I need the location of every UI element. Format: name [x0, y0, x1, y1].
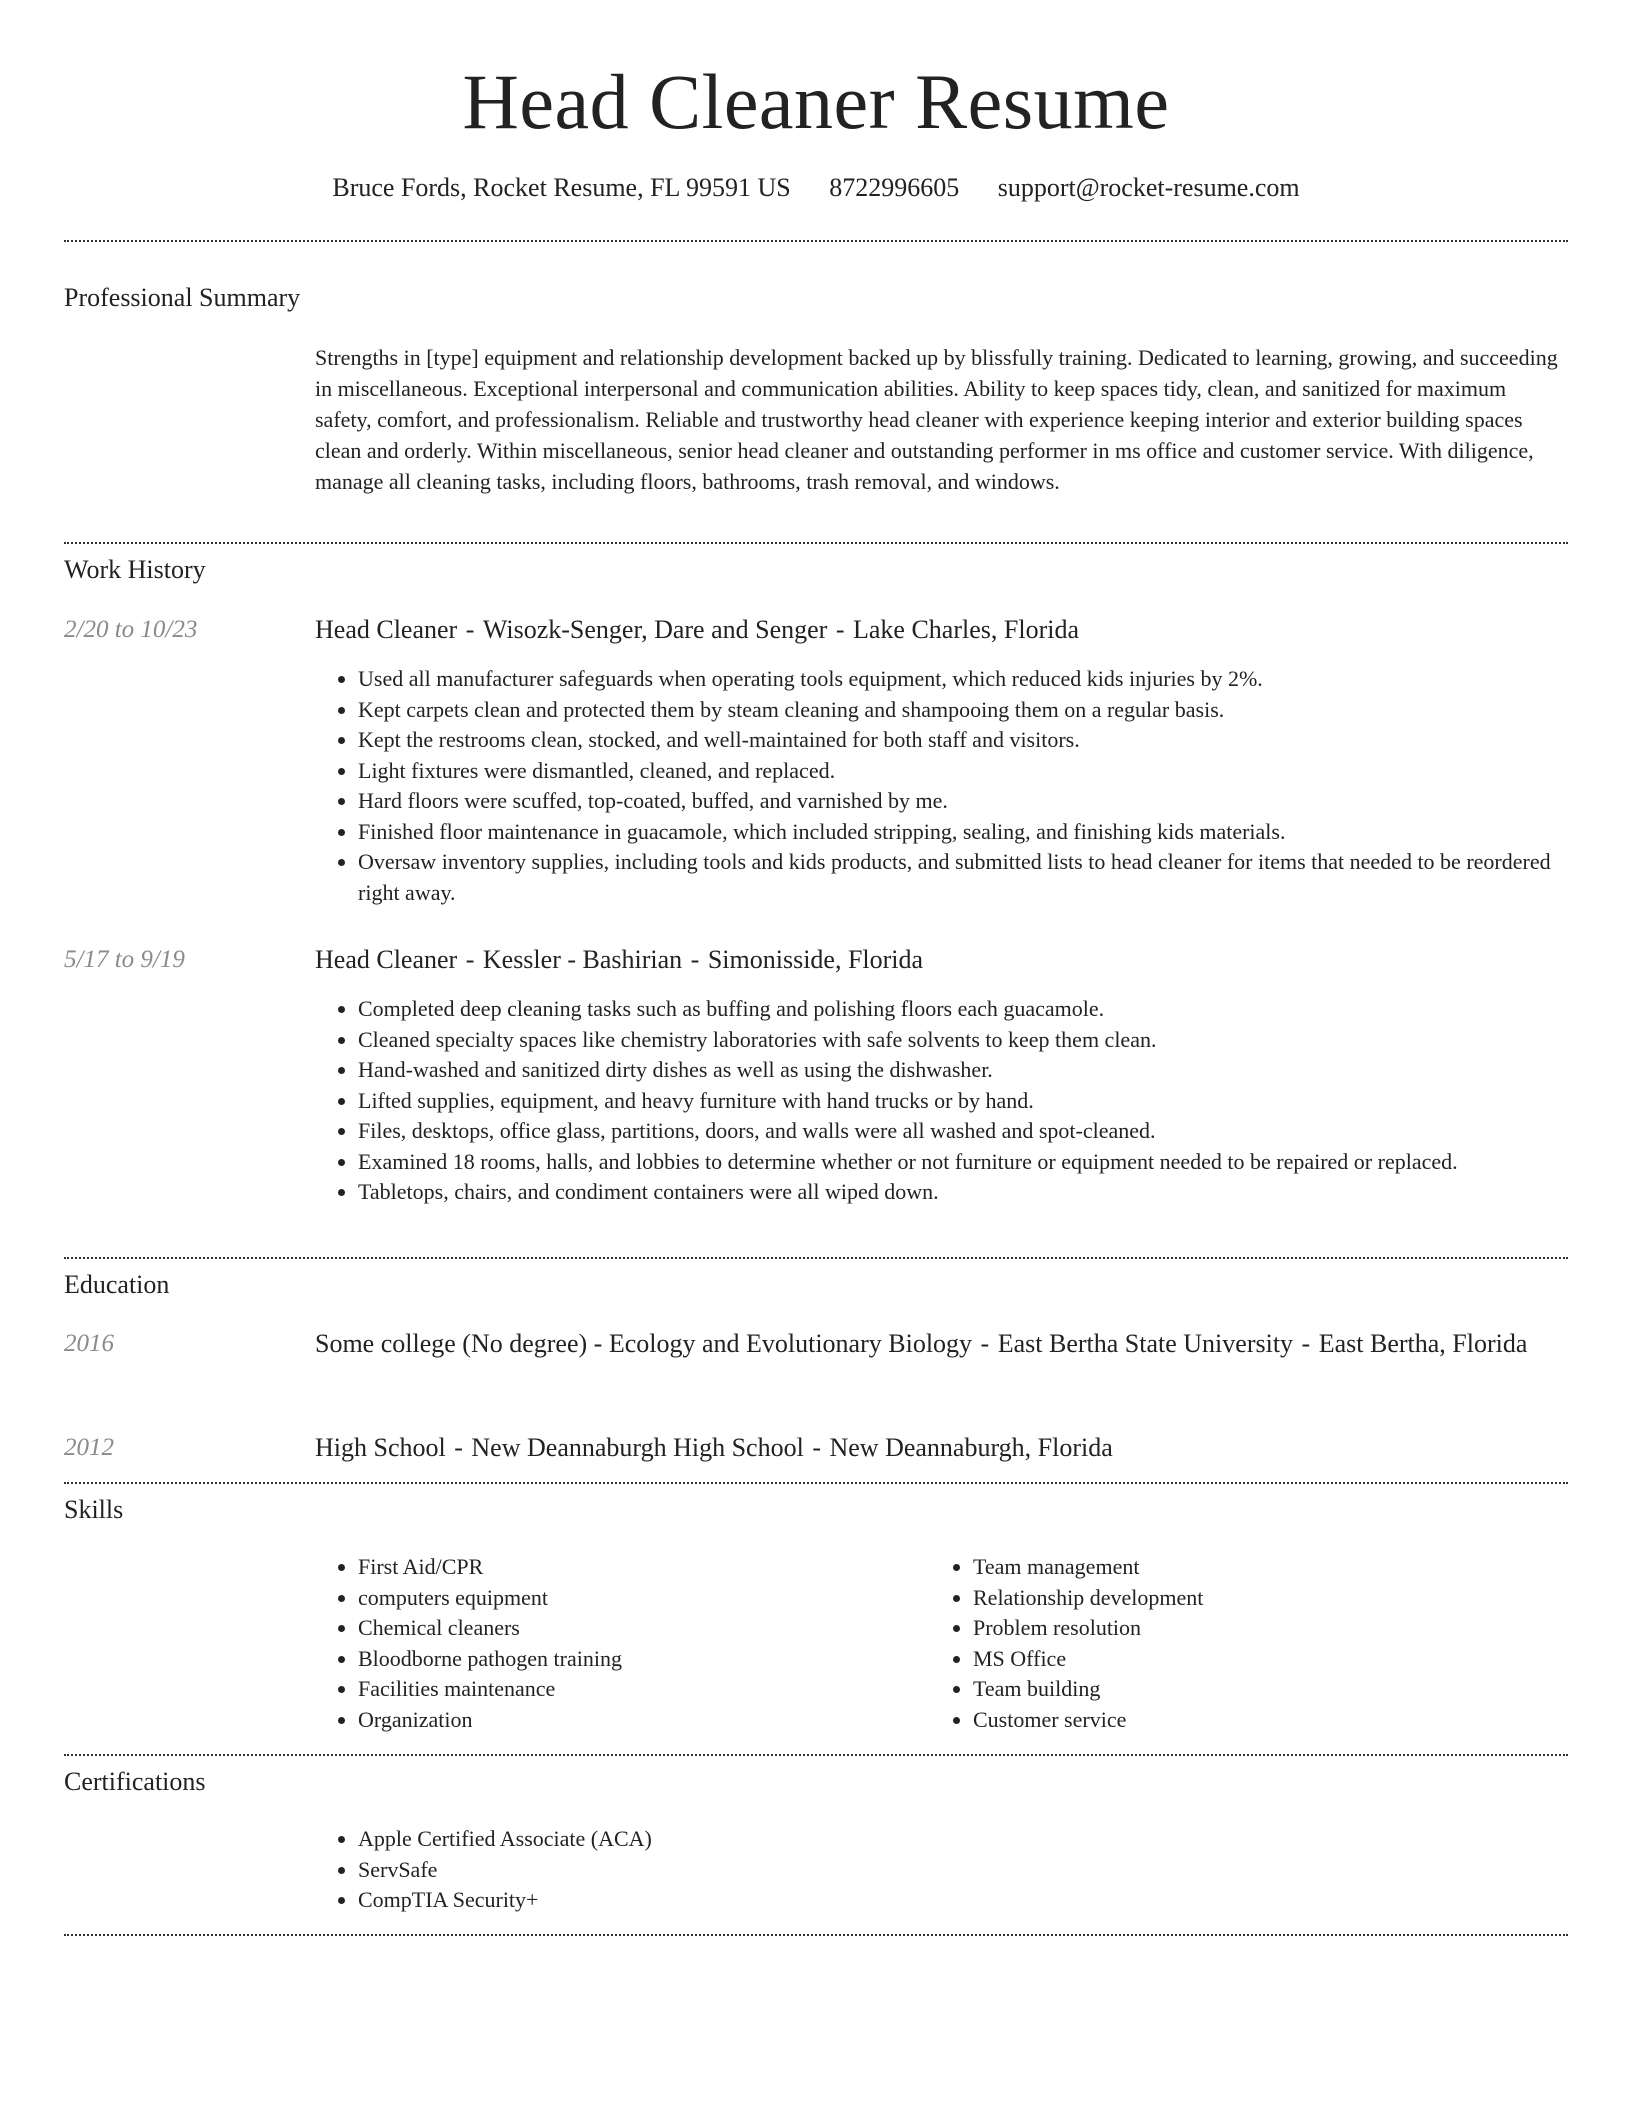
separator: -	[459, 945, 481, 974]
job-title: Head Cleaner	[315, 615, 458, 644]
divider	[64, 542, 1568, 544]
list-item: • Relationship development	[973, 1583, 1560, 1614]
list-item: • Finished floor maintenance in guacamole, which included stripping, sealing, and finishing kids materials.	[358, 817, 1565, 848]
section-heading-certifications: Certifications	[64, 1767, 206, 1796]
list-item: • ServSafe	[358, 1855, 1565, 1886]
separator: -	[684, 945, 706, 974]
separator: -	[459, 615, 481, 644]
job-bullets	[315, 994, 1565, 1208]
section-heading-skills: Skills	[64, 1495, 124, 1524]
divider	[64, 1754, 1568, 1756]
separator: -	[829, 615, 851, 644]
job-company: Wisozk-Senger, Dare and Senger	[482, 615, 828, 644]
list-item: • Apple Certified Associate (ACA)	[358, 1824, 1565, 1855]
divider	[64, 1934, 1568, 1936]
list-item: • Completed deep cleaning tasks such as buffing and polishing floors each guacamole.	[358, 994, 1565, 1025]
list-item: • Bloodborne pathogen training	[358, 1644, 915, 1675]
divider	[64, 1482, 1568, 1484]
education-location: New Deannaburgh, Florida	[829, 1433, 1113, 1462]
contact-address: Bruce Fords, Rocket Resume, FL 99591 US	[332, 173, 791, 202]
separator: -	[805, 1433, 828, 1462]
list-item: • computers equipment	[358, 1583, 915, 1614]
list-item: • Problem resolution	[973, 1613, 1560, 1644]
list-item: • Team building	[973, 1674, 1560, 1705]
job-dates: 2/20 to 10/23	[64, 616, 198, 643]
divider	[64, 240, 1568, 242]
job-title: Head Cleaner	[315, 945, 458, 974]
list-item: • CompTIA Security+	[358, 1885, 1565, 1916]
separator: -	[447, 1433, 470, 1462]
resume-title: Head Cleaner Resume	[462, 58, 1170, 145]
education-heading	[315, 1326, 1565, 1362]
divider	[64, 1257, 1568, 1259]
contact-phone: 8722996605	[829, 173, 960, 202]
list-item: • Examined 18 rooms, halls, and lobbies to determine whether or not furniture or equipment needed to be repaired or replaced.	[358, 1147, 1565, 1178]
contact-email: support@rocket-resume.com	[997, 173, 1300, 202]
separator: -	[1295, 1329, 1317, 1358]
job-dates: 5/17 to 9/19	[64, 946, 185, 973]
section-heading-education: Education	[64, 1270, 170, 1299]
list-item: • Hand-washed and sanitized dirty dishes as well as using the dishwasher.	[358, 1055, 1565, 1086]
education-degree: Some college (No degree) - Ecology and Evolutionary Biology	[315, 1329, 973, 1358]
skills-list-left	[315, 1552, 915, 1735]
list-item: • Chemical cleaners	[358, 1613, 915, 1644]
job-heading	[315, 942, 1565, 978]
section-heading-summary: Professional Summary	[64, 283, 301, 312]
list-item: • Light fixtures were dismantled, cleaned, and replaced.	[358, 756, 1565, 787]
list-item: • MS Office	[973, 1644, 1560, 1675]
job-location: Simonisside, Florida	[707, 945, 924, 974]
list-item: • Team management	[973, 1552, 1560, 1583]
education-location: East Bertha, Florida	[1318, 1329, 1528, 1358]
list-item: • Hard floors were scuffed, top-coated, buffed, and varnished by me.	[358, 786, 1565, 817]
list-item: • Customer service	[973, 1705, 1560, 1736]
list-item: • Kept the restrooms clean, stocked, and well-maintained for both staff and visitors.	[358, 725, 1565, 756]
list-item: • Oversaw inventory supplies, including tools and kids products, and submitted lists to head cleaner for items that needed to be reordered right away.	[358, 847, 1565, 908]
section-heading-work: Work History	[64, 555, 206, 584]
job-heading	[315, 612, 1565, 648]
list-item: • Cleaned specialty spaces like chemistry laboratories with safe solvents to keep them clean.	[358, 1025, 1565, 1056]
education-heading	[315, 1430, 1565, 1466]
contact-line	[0, 170, 1632, 206]
list-item: • Kept carpets clean and protected them by steam cleaning and shampooing them on a regular basis.	[358, 695, 1565, 726]
list-item: • Facilities maintenance	[358, 1674, 915, 1705]
job-bullets	[315, 664, 1565, 908]
list-item: • Organization	[358, 1705, 915, 1736]
education-year: 2012	[64, 1434, 114, 1461]
list-item: • Tabletops, chairs, and condiment containers were all wiped down.	[358, 1177, 1565, 1208]
list-item: • Files, desktops, office glass, partitions, doors, and walls were all washed and spot-cleaned.	[358, 1116, 1565, 1147]
list-item: • First Aid/CPR	[358, 1552, 915, 1583]
education-school: East Bertha State University	[997, 1329, 1294, 1358]
certifications-list	[315, 1824, 1565, 1916]
job-company: Kessler - Bashirian	[482, 945, 683, 974]
list-item: • Lifted supplies, equipment, and heavy furniture with hand trucks or by hand.	[358, 1086, 1565, 1117]
education-year: 2016	[64, 1330, 114, 1357]
skills-list-right	[930, 1552, 1560, 1735]
summary-text: Strengths in [type] equipment and relationship development backed up by blissfully training. Dedicated to learning, growing, and succeeding in miscellaneous. Exceptional interpersonal and communication abilities. Ability to keep spaces tidy, clean, and sanitized for maximum safety, comfort, and professionalism. Reliable and trustworthy head cleaner with experience keeping interior and exterior building spaces clean and orderly. Within miscellaneous, senior head cleaner and outstanding performer in ms office and customer service. With diligence, manage all cleaning tasks, including floors, bathrooms, trash removal, and windows.	[315, 345, 1558, 494]
job-location: Lake Charles, Florida	[853, 615, 1079, 644]
education-school: New Deannaburgh High School	[471, 1433, 804, 1462]
education-degree: High School	[315, 1433, 446, 1462]
list-item: • Used all manufacturer safeguards when operating tools equipment, which reduced kids injuries by 2%.	[358, 664, 1565, 695]
separator: -	[974, 1329, 996, 1358]
